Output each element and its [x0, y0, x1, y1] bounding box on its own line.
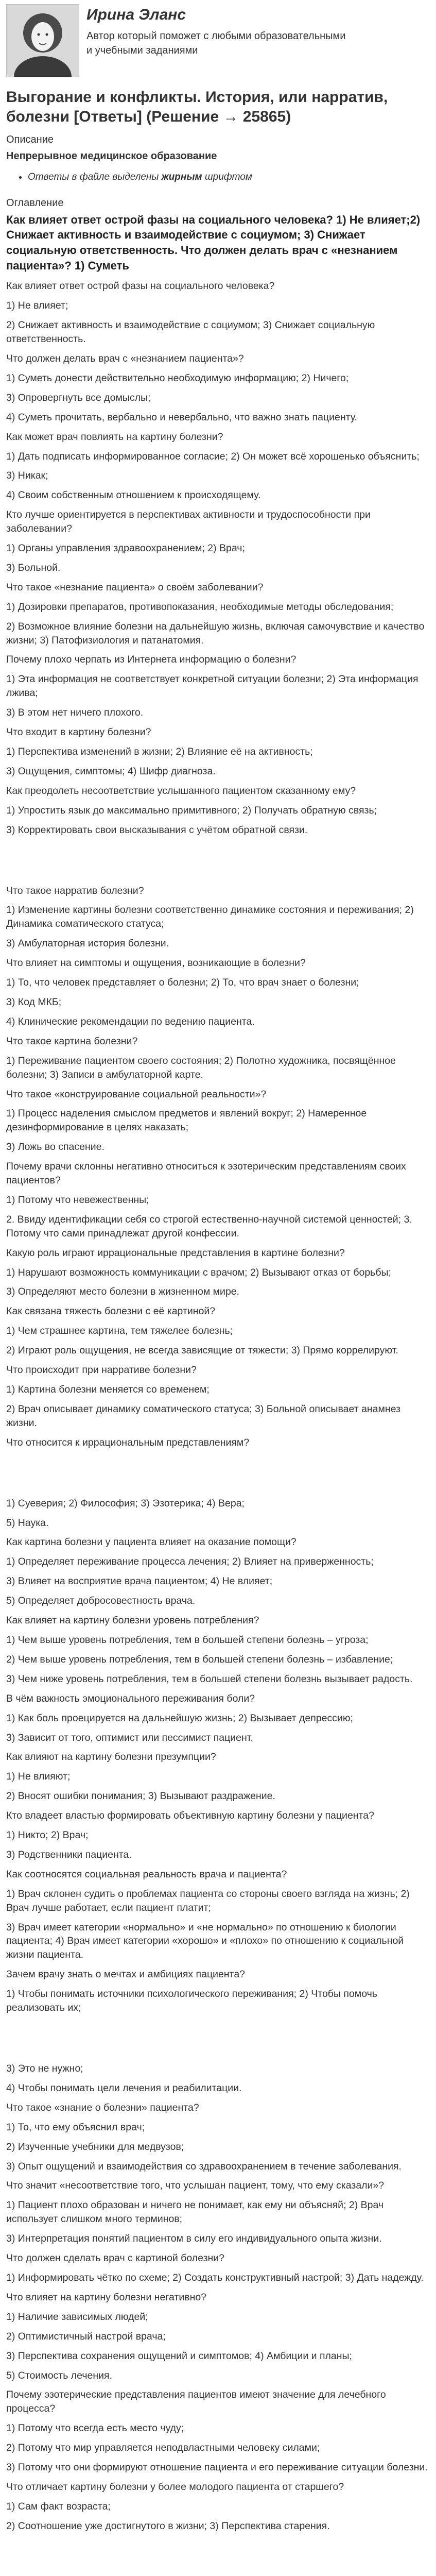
text-line: 1) Никто; 2) Врач;	[6, 1829, 89, 1841]
text-line: 1) Определяет переживание процесса лечения; 2) Влияет на приверженность;	[6, 1556, 374, 1568]
avatar[interactable]	[6, 4, 79, 77]
text-line: Как может врач повлиять на картину болезни?	[6, 431, 223, 443]
text-line: Почему плохо черпать из Интернета информацию о болезни?	[6, 654, 297, 666]
text-line: 1) Нарушают возможность коммуникации с врачом; 2) Вызывают отказ от борьбы;	[6, 1266, 391, 1278]
text-line: 2) Возможное влияние болезни на дальнейшую жизнь, включая самочувствие и качество жизни; 3) Патофизиология и патанатомия.	[6, 620, 425, 646]
document-title: Выгорание и конфликты. История, или нарратив, болезни [Ответы] (Решение → 25865)	[6, 89, 388, 125]
text-line: 3) Интерпретация понятий пациентом в силу его индивидуального опыта жизни.	[6, 2233, 382, 2245]
text-line: 1) Органы управления здравоохранением; 2) Врач;	[6, 543, 245, 554]
text-line: Зачем врачу знать о мечтах и амбициях пациента?	[6, 1969, 246, 1980]
author-portrait-icon	[7, 5, 79, 77]
text-line: 2) Вносят ошибки понимания; 3) Вызывают раздражение.	[6, 1790, 275, 1802]
text-line: 2) Играют роль ощущения, не всегда зависящие от тяжести; 3) Прямо коррелируют.	[6, 1345, 398, 1357]
text-line: 1) Не влияет;	[6, 300, 68, 312]
text-line: Кто владеет властью формировать объективную картину болезни у пациента?	[6, 1810, 374, 1822]
text-line: 2. Ввиду идентификации себя со строгой естественно-научной системой ценностей; 3. Потому что сами принадлежат другой конфессии.	[6, 1213, 412, 1239]
text-line: 3) Это не нужно;	[6, 2063, 83, 2074]
note-bold-word: жирным	[161, 172, 202, 182]
text-line: Почему эзотерические представления пациентов имеют значение для лечебного процесса?	[6, 2389, 386, 2415]
author-header	[6, 0, 430, 88]
note-suffix: шрифтом	[202, 172, 252, 182]
text-line: 3) В этом нет ничего плохого.	[6, 707, 144, 719]
text-line: Что влияет на картину болезни негативно?	[6, 2291, 207, 2303]
text-line: 4) Клинические рекомендации по ведению пациента.	[6, 1015, 255, 1027]
text-line: 1) Сам факт возраста;	[6, 2500, 111, 2512]
text-line: 3) Родственники пациента.	[6, 1849, 132, 1860]
text-line: 2) Врач описывает динамику соматического статуса; 3) Больной описывает анамнез жизни.	[6, 1403, 401, 1429]
text-line: 1) Суеверия; 2) Философия; 3) Эзотерика; 4) Вера;	[6, 1497, 245, 1509]
text-line: 1) Не влияют;	[6, 1771, 71, 1783]
text-line: 1) Как боль проецируется на дальнейшую жизнь; 2) Вызывает депрессию;	[6, 1712, 353, 1724]
text-line: 1) Суметь донести действительно необходимую информацию; 2) Ничего;	[6, 372, 349, 384]
page-break-spacer	[6, 843, 430, 884]
question-block-4	[6, 2062, 430, 2533]
text-line: 1) Потому что всегда есть место чуду;	[6, 2422, 184, 2434]
text-line: Как влияет на картину болезни уровень потребления?	[6, 1615, 259, 1626]
text-line: 1) То, что человек представляет о болезни; 2) То, что врач знает о болезни;	[6, 977, 359, 989]
text-line: 1) Упростить язык до максимально примитивного; 2) Получать обратную связь;	[6, 804, 377, 816]
text-line: 3) Влияет на восприятие врача пациентом; 4) Не влияет;	[6, 1575, 273, 1587]
text-line: Что должен делать врач с «незнанием пациента»?	[6, 352, 244, 364]
text-line: 1) Чем выше уровень потребления, тем в большей степени болезнь – угроза;	[6, 1634, 369, 1646]
text-line: Что значит «несоответствие того, что услышан пациент, тому, что ему сказали»?	[6, 2180, 385, 2192]
text-line: 2) Потому что мир управляется неподвластными человеку силами;	[6, 2442, 320, 2454]
text-line: 3) Код МКБ;	[6, 996, 62, 1008]
text-line: 4) Суметь прочитать, вербально и невербально, что важно знать пациенту.	[6, 411, 357, 423]
text-line: 3) Опровергнуть все домыслы;	[6, 392, 151, 403]
text-line: 1) Эта информация не соответствует конкретной ситуации болезни; 2) Эта информация лжива;	[6, 673, 418, 699]
text-line: Что такое «знание о болезни» пациента?	[6, 2102, 199, 2113]
text-line: Что такое нарратив болезни?	[6, 885, 144, 896]
text-line: 1) То, что ему объяснил врач;	[6, 2121, 145, 2133]
text-line: 1) Процесс наделения смыслом предметов и явлений вокруг; 2) Намеренное дезинформирование в целях наказать;	[6, 1108, 367, 1133]
text-line: Что такое картина болезни?	[6, 1035, 138, 1047]
text-line: 2) Изученные учебники для медвузов;	[6, 2141, 184, 2153]
question-block-2	[6, 884, 430, 1450]
text-line: Что входит в картину болезни?	[6, 726, 151, 738]
text-line: Что относится к иррациональным представлениям?	[6, 1436, 250, 1448]
text-line: 5) Наука.	[6, 1517, 49, 1529]
text-line: Как влияет ответ острой фазы на социального человека?	[6, 280, 275, 292]
text-line: 3) Врач имеет категории «нормально» и «не нормально» по отношению к биологии пациента; 4) Врач имеет категории «хорошо» и «плохо» по отношению к социальной жизни пациента.	[6, 1921, 404, 1961]
note-list	[6, 171, 430, 184]
text-line: 2) Оптимистичный настрой врача;	[6, 2330, 166, 2342]
text-line: 5) Стоимость лечения.	[6, 2369, 113, 2381]
text-line: Что отличает картину болезни у более молодого пациента от старшего?	[6, 2481, 344, 2493]
text-line: 3) Зависит от того, оптимист или пессимист пациент.	[6, 1732, 253, 1743]
text-line: 1) Чем страшнее картина, тем тяжелее болезнь;	[6, 1325, 233, 1337]
text-line: 2) Чем выше уровень потребления, тем в большей степени болезнь – избавление;	[6, 1653, 393, 1665]
text-line: Что влияет на симптомы и ощущения, возникающие в болезни?	[6, 957, 306, 969]
text-line: 3) Чем ниже уровень потребления, тем в большей степени болезнь вызывает радость.	[6, 1673, 413, 1685]
page-break-spacer	[6, 1455, 430, 1497]
text-line: 4) Своим собственным отношением к происходящему.	[6, 489, 261, 501]
text-line: 2) Снижает активность и взаимодействие с социумом; 3) Снижает социальную ответственность.	[6, 319, 375, 345]
text-line: Что должен сделать врач с картиной болезни?	[6, 2252, 225, 2264]
question-block-3	[6, 1497, 430, 2015]
text-line: 2) Соотношение уже достигнутого в жизни; 3) Перспектива старения.	[6, 2520, 330, 2532]
text-line: 1) Врач склонен судить о проблемах пациента со стороны своего взгляда на жизнь; 2) Врач лучше работает, если пациент платит;	[6, 1888, 410, 1913]
author-name[interactable]: Ирина Эланс	[86, 6, 186, 23]
text-line: 1) Информировать чётко по схеме; 2) Создать конструктивный настрой; 3) Дать надежду.	[6, 2272, 424, 2283]
question-block-1	[6, 279, 430, 837]
text-line: 5) Определяет добросовестность врача.	[6, 1595, 196, 1607]
bold-answers-note	[28, 171, 430, 184]
note-prefix: Ответы в файле выделены	[28, 172, 162, 182]
text-line: 1) Пациент плохо образован и ничего не понимает, как ему ни объясняй; 2) Врач использует слишком много терминов;	[6, 2199, 384, 2225]
text-line: 3) Никак;	[6, 470, 48, 482]
text-line: 3) Потому что они формируют отношение пациента и его переживание ситуации болезни.	[6, 2462, 428, 2473]
text-line: Кто лучше ориентируется в перспективах активности и трудоспособности при заболевании?	[6, 509, 371, 535]
text-line: 3) Перспектива сохранения ощущений и симптомов; 4) Амбиции и планы;	[6, 2350, 352, 2362]
text-line: 1) Картина болезни меняется со временем;	[6, 1384, 210, 1395]
toc-heading[interactable]: Как влияет ответ острой фазы на социального человека? 1) Не влияет;2) Снижает активность и взаимодействие с социумом; 3) Снижает социальную ответственность. Что должен делать врач с «незнанием пациента»? 1) Суметь	[6, 213, 421, 272]
author-info	[86, 4, 354, 58]
page-break-spacer	[6, 2021, 430, 2062]
description-label: Описание	[6, 134, 54, 145]
text-line: 3) Ложь во спасение.	[6, 1141, 104, 1153]
text-line: Что такое «конструирование социальной реальности»?	[6, 1088, 267, 1100]
text-line: 1) Дозировки препаратов, противопоказания, необходимые методы обследования;	[6, 601, 394, 613]
text-line: 3) Опыт ощущений и взаимодействия со здравоохранением в течение заболевания.	[6, 2160, 402, 2172]
text-line: Какую роль играют иррациональные представления в картине болезни?	[6, 1247, 345, 1259]
text-line: 3) Корректировать свои высказывания с учётом обратной связи.	[6, 824, 308, 836]
text-line: Что происходит при нарративе болезни?	[6, 1364, 197, 1376]
text-line: В чём важность эмоционального переживания боли?	[6, 1692, 255, 1704]
text-line: Как преодолеть несоответствие услышанного пациентом сказанному ему?	[6, 785, 356, 796]
text-line: Как соотносятся социальная реальность врача и пациента?	[6, 1868, 287, 1880]
description-value: Непрерывное медицинское образование	[6, 150, 217, 162]
toc-label: Оглавление	[6, 197, 64, 209]
text-line: Как связана тяжесть болезни с её картиной?	[6, 1306, 216, 1317]
text-line: 1) Чтобы понимать источники психологического переживания; 2) Чтобы помочь реализовать их;	[6, 1988, 377, 2014]
text-line: Почему врачи склонны негативно относиться к эзотерическим представлениям своих пациентов?	[6, 1161, 406, 1187]
text-line: 1) Потому что невежественны;	[6, 1194, 149, 1206]
text-line: 3) Ощущения, симптомы; 4) Шифр диагноза.	[6, 765, 216, 777]
text-line: Что такое «незнание пациента» о своём заболевании?	[6, 581, 264, 593]
text-line: 1) Наличие зависимых людей;	[6, 2311, 148, 2323]
author-description: Автор который поможет с любыми образовательными и учебными заданиями	[86, 30, 346, 56]
text-line: 1) Переживание пациентом своего состояния; 2) Полотно художника, посвящённое болезни; 3) Записи в амбулаторной карте.	[6, 1055, 396, 1080]
text-line: Как влияют на картину болезни презумпции?	[6, 1751, 216, 1763]
text-line: 1) Изменение картины болезни соответственно динамике состояния и переживания; 2) Динамика соматического статуса;	[6, 904, 414, 930]
text-line: 3) Амбулаторная история болезни.	[6, 938, 169, 950]
text-line: 1) Дать подписать информированное согласие; 2) Он может всё хорошенько объяснить;	[6, 450, 420, 462]
text-line: 3) Определяют место болезни в жизненном мире.	[6, 1286, 240, 1298]
text-line: 3) Больной.	[6, 562, 61, 573]
text-line: 4) Чтобы понимать цели лечения и реабилитации.	[6, 2082, 242, 2094]
text-line: 1) Перспектива изменений в жизни; 2) Влияние её на активность;	[6, 746, 313, 757]
text-line: Как картина болезни у пациента влияет на оказание помощи?	[6, 1536, 297, 1548]
